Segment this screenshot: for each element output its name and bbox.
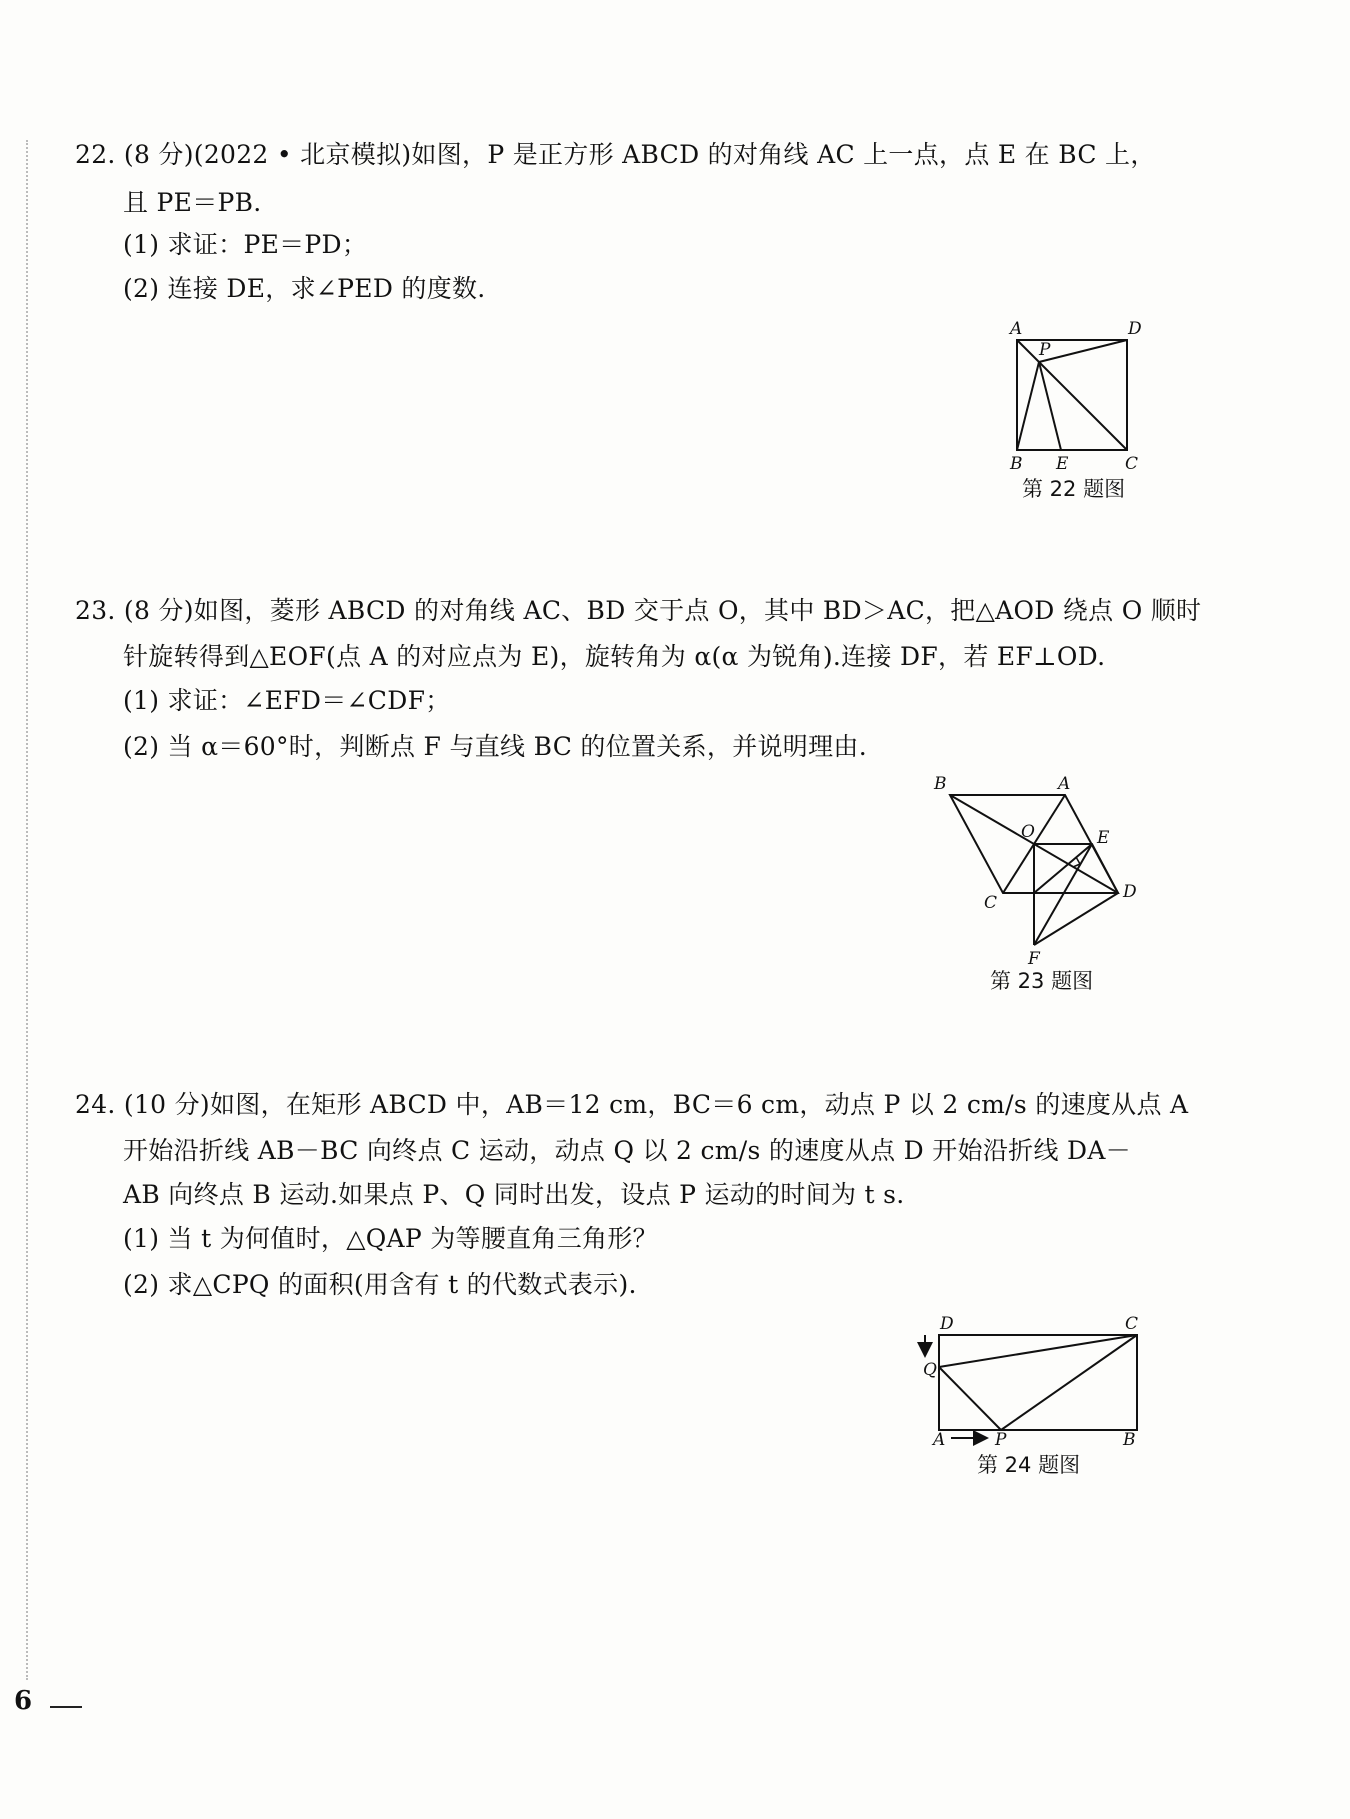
- problem-22-part-1: (1) 求证：PE＝PD；: [123, 230, 368, 259]
- label-d: D: [1128, 319, 1142, 339]
- label-d: D: [1123, 882, 1137, 902]
- problem-22-line-1: 22. (8 分)(2022 • 北京模拟)如图，P 是正方形 ABCD 的对角线 AC 上一点，点 E 在 BC 上，: [75, 140, 1156, 169]
- problem-24-line-1: 24. (10 分)如图，在矩形 ABCD 中，AB＝12 cm，BC＝6 cm，动点 P 以 2 cm/s 的速度从点 A: [75, 1090, 1189, 1119]
- label-q: Q: [923, 1360, 937, 1380]
- segment-qp: [939, 1367, 1001, 1430]
- label-d: D: [940, 1314, 954, 1334]
- problem-23-part-2: (2) 当 α＝60°时，判断点 F 与直线 BC 的位置关系，并说明理由.: [123, 732, 867, 761]
- segment-pb: [1017, 362, 1039, 450]
- segment-pe: [1039, 362, 1061, 450]
- segment-eo: [1034, 844, 1092, 893]
- problem-23-line-2: 针旋转得到△EOF(点 A 的对应点为 E)，旋转角为 α(α 为锐角).连接 DF，若 EF⊥OD.: [123, 642, 1106, 671]
- label-p: P: [1039, 340, 1051, 360]
- segment-pc: [1001, 1335, 1137, 1430]
- segment-ef: [1034, 844, 1092, 945]
- figure-23-caption: 第 23 题图: [990, 969, 1094, 993]
- problem-24-line-3: AB 向终点 B 运动.如果点 P、Q 同时出发，设点 P 运动的时间为 t s.: [123, 1180, 905, 1209]
- label-c: C: [1125, 1314, 1139, 1334]
- label-a: A: [1010, 319, 1023, 339]
- label-c: C: [984, 893, 998, 913]
- problem-24-part-1: (1) 当 t 为何值时，△QAP 为等腰直角三角形？: [123, 1224, 658, 1253]
- label-b: B: [934, 774, 947, 794]
- diagonal-ac: [1017, 340, 1127, 450]
- figure-22-caption: 第 22 题图: [1022, 477, 1126, 501]
- segment-fd: [1034, 893, 1118, 945]
- problem-24-line-2: 开始沿折线 AB－BC 向终点 C 运动，动点 Q 以 2 cm/s 的速度从点 D 开始沿折线 DA－: [123, 1136, 1131, 1165]
- label-b: B: [1123, 1430, 1136, 1450]
- page-number-dash: [50, 1706, 82, 1708]
- figure-22: [995, 315, 1155, 475]
- label-o: O: [1021, 822, 1035, 842]
- segment-qc: [939, 1335, 1137, 1367]
- problem-22-line-2: 且 PE＝PB.: [123, 188, 262, 217]
- binding-margin-line: [26, 140, 28, 1680]
- page-number: 6: [14, 1686, 33, 1716]
- label-f: F: [1028, 949, 1040, 969]
- label-b: B: [1010, 454, 1023, 474]
- figure-24-caption: 第 24 题图: [977, 1453, 1081, 1477]
- label-c: C: [1125, 454, 1139, 474]
- label-e: E: [1097, 828, 1110, 848]
- label-p: P: [995, 1430, 1007, 1450]
- segment-pd: [1039, 340, 1127, 362]
- problem-24-part-2: (2) 求△CPQ 的面积(用含有 t 的代数式表示).: [123, 1270, 637, 1299]
- label-e: E: [1056, 454, 1069, 474]
- rectangle-abcd: [939, 1335, 1137, 1430]
- problem-23-part-1: (1) 求证：∠EFD＝∠CDF；: [123, 686, 451, 715]
- problem-23-line-1: 23. (8 分)如图，菱形 ABCD 的对角线 AC、BD 交于点 O，其中 BD＞AC，把△AOD 绕点 O 顺时: [75, 596, 1202, 625]
- problem-22-part-2: (2) 连接 DE，求∠PED 的度数.: [123, 274, 486, 303]
- figure-24: [915, 1305, 1145, 1455]
- figure-23: [930, 775, 1150, 975]
- label-a: A: [933, 1430, 946, 1450]
- label-a: A: [1058, 774, 1071, 794]
